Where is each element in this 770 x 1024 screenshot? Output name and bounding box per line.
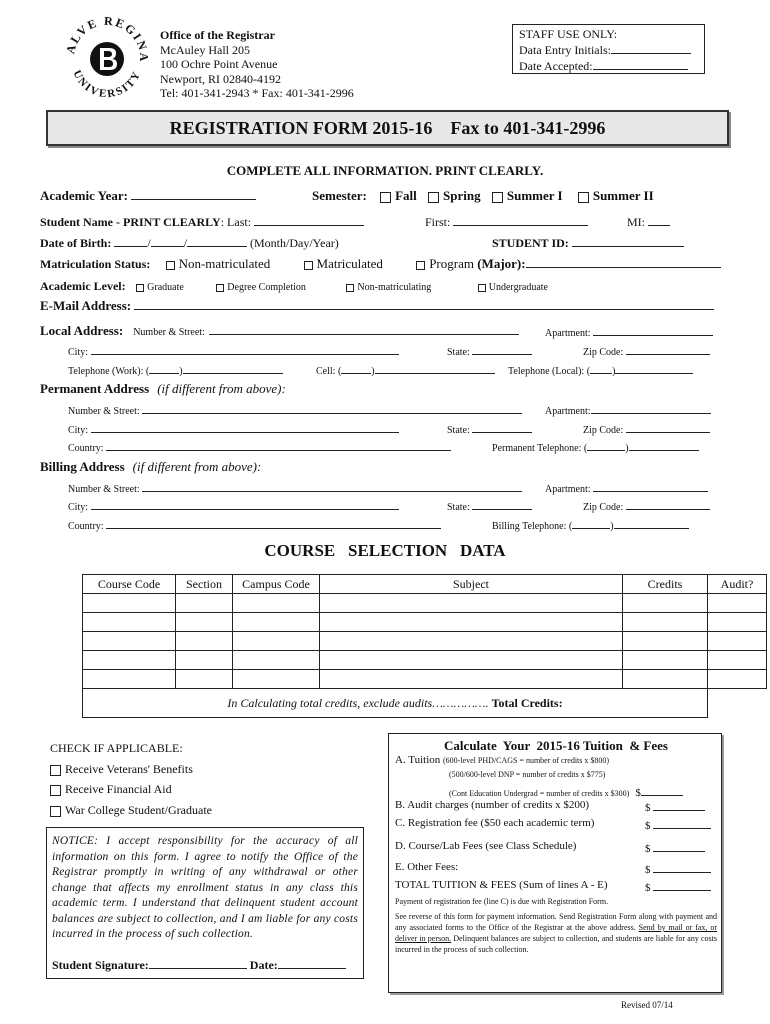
- seal-text-bottom: UNIVERSITY: [70, 68, 144, 101]
- billing-state-label: State:: [447, 502, 470, 513]
- war-college-checkbox[interactable]: War College Student/Graduate: [50, 803, 212, 818]
- total-amount-field[interactable]: [653, 879, 711, 891]
- instruction: COMPLETE ALL INFORMATION. PRINT CLEARLY.: [226, 163, 544, 178]
- tuition-note-phd: (600-level PHD/CAGS = number of credits x $800): [443, 756, 610, 765]
- local-city-label: City:: [68, 347, 89, 358]
- veterans-benefits-checkbox[interactable]: Receive Veterans' Benefits: [50, 762, 193, 777]
- total-tuition-label: TOTAL TUITION & FEES (Sum of lines A - E): [395, 879, 608, 891]
- registration-amount-field[interactable]: [653, 817, 711, 829]
- course-table-header: [83, 575, 767, 594]
- other-fees-label: E. Other Fees:: [395, 861, 459, 873]
- col-section: Section: [176, 575, 233, 594]
- level-degree-completion-checkbox[interactable]: Degree Completion: [216, 282, 306, 293]
- first-name-field[interactable]: [453, 214, 588, 226]
- permanent-zip-label: Zip Code:: [583, 425, 624, 436]
- matriculated-checkbox[interactable]: Matriculated: [304, 256, 383, 271]
- academic-year-field[interactable]: [131, 188, 256, 200]
- permanent-state-field[interactable]: [472, 421, 532, 433]
- local-phone-area-field[interactable]: [590, 362, 612, 374]
- billing-city-field[interactable]: [91, 498, 399, 510]
- local-work-phone-label: Telephone (Work):: [68, 366, 144, 377]
- registration-dollar: $: [645, 820, 651, 832]
- col-subject: Subject: [320, 575, 623, 594]
- student-signature-label: Student Signature:: [52, 957, 149, 972]
- permanent-address-note: (if different from above):: [157, 381, 286, 396]
- col-course-code: Course Code: [83, 575, 176, 594]
- billing-phone-field[interactable]: [614, 517, 689, 529]
- academic-year-label: Academic Year:: [40, 188, 128, 203]
- major-label: (Major):: [477, 256, 526, 271]
- level-graduate-checkbox[interactable]: Graduate: [136, 282, 184, 293]
- semester-label: Semester:: [312, 188, 367, 203]
- table-row[interactable]: [83, 651, 767, 670]
- permanent-apartment-label: Apartment:: [545, 406, 591, 417]
- local-zip-label: Zip Code:: [583, 347, 624, 358]
- local-street-field[interactable]: [209, 323, 519, 335]
- program-checkbox[interactable]: Program: [416, 256, 474, 271]
- billing-zip-field[interactable]: [626, 498, 710, 510]
- staff-use-box: [512, 24, 705, 74]
- audit-amount-field[interactable]: [653, 799, 705, 811]
- course-selection-title: COURSE SELECTION DATA: [264, 541, 506, 560]
- local-street-label: Number & Street:: [133, 327, 205, 338]
- payment-note: Payment of registration fee (line C) is due with Registration Form.: [395, 897, 609, 906]
- signature-date-field[interactable]: [278, 957, 346, 969]
- total-credits-row: [83, 689, 767, 718]
- last-name-label: : Last:: [220, 215, 252, 229]
- billing-phone-area-field[interactable]: [572, 517, 610, 529]
- permanent-phone-label: Permanent Telephone:: [492, 443, 582, 454]
- academic-level-label: Academic Level:: [40, 279, 126, 293]
- dob-label: Date of Birth:: [40, 236, 112, 250]
- local-state-field[interactable]: [472, 343, 532, 355]
- student-id-label: STUDENT ID:: [492, 236, 569, 250]
- col-campus-code: Campus Code: [233, 575, 320, 594]
- dob-month-field[interactable]: [114, 235, 147, 247]
- local-state-label: State:: [447, 347, 470, 358]
- local-work-area-field[interactable]: [149, 362, 179, 374]
- staff-initials-label: Data Entry Initials:: [519, 43, 611, 57]
- notice-text: NOTICE: I accept responsibility for the accuracy of all information on this form. I agree to notify the Office of the Registrar promptly in writing of any withdrawal or other change that affects my enrollment status in any class this academic term. I understand that delinquent student account balances are subject to collection, and I am liable for any costs incurred in the process of such collection.: [52, 835, 358, 940]
- fees-box: [388, 733, 722, 993]
- non-matriculated-checkbox[interactable]: Non-matriculated: [166, 256, 271, 271]
- local-cell-label: Cell:: [316, 366, 336, 377]
- email-label: E-Mail Address:: [40, 298, 132, 313]
- student-id-field[interactable]: [572, 235, 684, 247]
- tuition-note-undergrad: (Cont Education Undergrad = number of credits x $300): [449, 789, 630, 798]
- office-phone: Tel: 401-341-2943 * Fax: 401-341-2996: [160, 86, 354, 100]
- last-name-field[interactable]: [254, 214, 364, 226]
- permanent-country-label: Country:: [68, 443, 104, 454]
- major-field[interactable]: [526, 256, 721, 268]
- local-apartment-field[interactable]: [593, 324, 713, 336]
- billing-phone-label: Billing Telephone:: [492, 521, 567, 532]
- audit-dollar: $: [645, 802, 651, 814]
- semester-fall-checkbox[interactable]: Fall: [380, 188, 417, 203]
- permanent-city-field[interactable]: [91, 421, 399, 433]
- other-dollar: $: [645, 864, 651, 876]
- billing-street-field[interactable]: [142, 480, 522, 492]
- audit-charges-label: B. Audit charges (number of credits x $200): [395, 799, 590, 811]
- tuition-dollar: $: [635, 787, 641, 799]
- dob-day-field[interactable]: [151, 235, 184, 247]
- tuition-note-dnp: (500/600-level DNP = number of credits x $775): [449, 770, 606, 779]
- student-signature-field[interactable]: [149, 957, 247, 969]
- billing-street-label: Number & Street:: [68, 484, 140, 495]
- student-name-label: Student Name - PRINT CLEARLY: [40, 215, 221, 229]
- col-audit: Audit?: [708, 575, 767, 594]
- billing-city-label: City:: [68, 502, 89, 513]
- table-row[interactable]: [83, 613, 767, 632]
- level-non-matriculating-checkbox[interactable]: Non-matriculating: [346, 282, 431, 293]
- level-undergraduate-checkbox[interactable]: Undergraduate: [478, 282, 548, 293]
- form-title-bar: [46, 110, 729, 146]
- local-city-field[interactable]: [91, 343, 399, 355]
- permanent-country-field[interactable]: [106, 439, 451, 451]
- local-phone-field[interactable]: [615, 362, 693, 374]
- billing-address-label: Billing Address: [40, 459, 125, 474]
- permanent-state-label: State:: [447, 425, 470, 436]
- form-title: REGISTRATION FORM 2015-16 Fax to 401-341-2996: [169, 118, 606, 138]
- table-row[interactable]: [83, 594, 767, 613]
- local-cell-area-field[interactable]: [341, 362, 371, 374]
- office-street: 100 Ochre Point Avenue: [160, 57, 278, 71]
- semester-summer2-checkbox[interactable]: Summer II: [578, 188, 654, 203]
- local-cell-field[interactable]: [375, 362, 495, 374]
- other-amount-field[interactable]: [653, 861, 711, 873]
- table-row[interactable]: [83, 670, 767, 689]
- col-credits: Credits: [623, 575, 708, 594]
- local-address-label: Local Address:: [40, 323, 124, 338]
- billing-country-field[interactable]: [106, 517, 441, 529]
- permanent-street-field[interactable]: [142, 402, 522, 414]
- course-table: [82, 574, 767, 718]
- permanent-zip-field[interactable]: [626, 421, 710, 433]
- email-field[interactable]: [134, 298, 714, 310]
- billing-state-field[interactable]: [472, 498, 532, 510]
- table-row[interactable]: [83, 632, 767, 651]
- permanent-street-label: Number & Street:: [68, 406, 140, 417]
- staff-date-label: Date Accepted:: [519, 59, 593, 73]
- billing-apartment-label: Apartment:: [545, 484, 591, 495]
- check-applicable-title: CHECK IF APPLICABLE:: [50, 741, 183, 755]
- notice-box: [46, 827, 364, 979]
- permanent-apartment-field[interactable]: [591, 402, 711, 414]
- lab-amount-field[interactable]: [653, 840, 705, 852]
- local-phone-label: Telephone (Local):: [508, 366, 585, 377]
- semester-spring-checkbox[interactable]: Spring: [428, 188, 481, 203]
- staff-use-title: STAFF USE ONLY:: [519, 27, 618, 41]
- billing-zip-label: Zip Code:: [583, 502, 624, 513]
- billing-address-note: (if different from above):: [132, 459, 262, 474]
- total-credits-blank: [708, 689, 767, 718]
- local-work-phone-field[interactable]: [183, 362, 283, 374]
- office-name: Office of the Registrar: [160, 28, 275, 42]
- dob-format: (Month/Day/Year): [250, 236, 339, 250]
- fees-title: Calculate Your 2015-16 Tuition & Fees: [444, 738, 668, 753]
- signature-date-label: Date:: [249, 957, 278, 972]
- staff-date-field[interactable]: [593, 58, 688, 70]
- billing-country-label: Country:: [68, 521, 104, 532]
- mi-label: MI:: [627, 215, 645, 229]
- registration-fee-label: C. Registration fee ($50 each academic term): [395, 817, 595, 829]
- dob-year-field[interactable]: [187, 235, 247, 247]
- mi-field[interactable]: [648, 214, 670, 226]
- university-seal: [62, 12, 152, 102]
- billing-apartment-field[interactable]: [593, 480, 708, 492]
- local-apartment-label: Apartment:: [545, 328, 591, 339]
- revised-date: Revised 07/14: [621, 1000, 673, 1010]
- permanent-city-label: City:: [68, 425, 89, 436]
- permanent-phone-area-field[interactable]: [587, 439, 625, 451]
- payment-info: See reverse of this form for payment information. Send Registration Form along with payment and any associated forms to the Office of the Registrar at the above address. Send by mail or fax, or deliver in person. Delinquent balances are subject to collection, and students are liable for any costs incurred in the process of such collection.: [395, 912, 718, 954]
- office-city: Newport, RI 02840-4192: [160, 71, 281, 86]
- permanent-address-label: Permanent Address: [40, 381, 150, 396]
- lab-dollar: $: [645, 843, 651, 855]
- tuition-amount-field[interactable]: [641, 784, 683, 796]
- total-dollar: $: [645, 882, 651, 894]
- staff-initials-field[interactable]: [611, 42, 691, 54]
- first-name-label: First:: [425, 215, 451, 229]
- matriculation-label: Matriculation Status:: [40, 257, 151, 271]
- total-credits-note: In Calculating total credits, exclude audits…………….: [227, 695, 489, 710]
- semester-summer1-checkbox[interactable]: Summer I: [492, 188, 563, 203]
- local-zip-field[interactable]: [626, 343, 710, 355]
- office-building: McAuley Hall 205: [160, 42, 250, 57]
- permanent-phone-field[interactable]: [629, 439, 699, 451]
- payment-info-underlined: Send by mail or fax, or deliver in person.: [395, 923, 718, 943]
- tuition-label: A. Tuition: [395, 754, 441, 766]
- seal-text-top: ALVE REGINA: [63, 13, 152, 64]
- financial-aid-checkbox[interactable]: Receive Financial Aid: [50, 782, 172, 797]
- lab-fees-label: D. Course/Lab Fees (see Class Schedule): [395, 840, 577, 852]
- total-credits-label: Total Credits:: [491, 695, 563, 710]
